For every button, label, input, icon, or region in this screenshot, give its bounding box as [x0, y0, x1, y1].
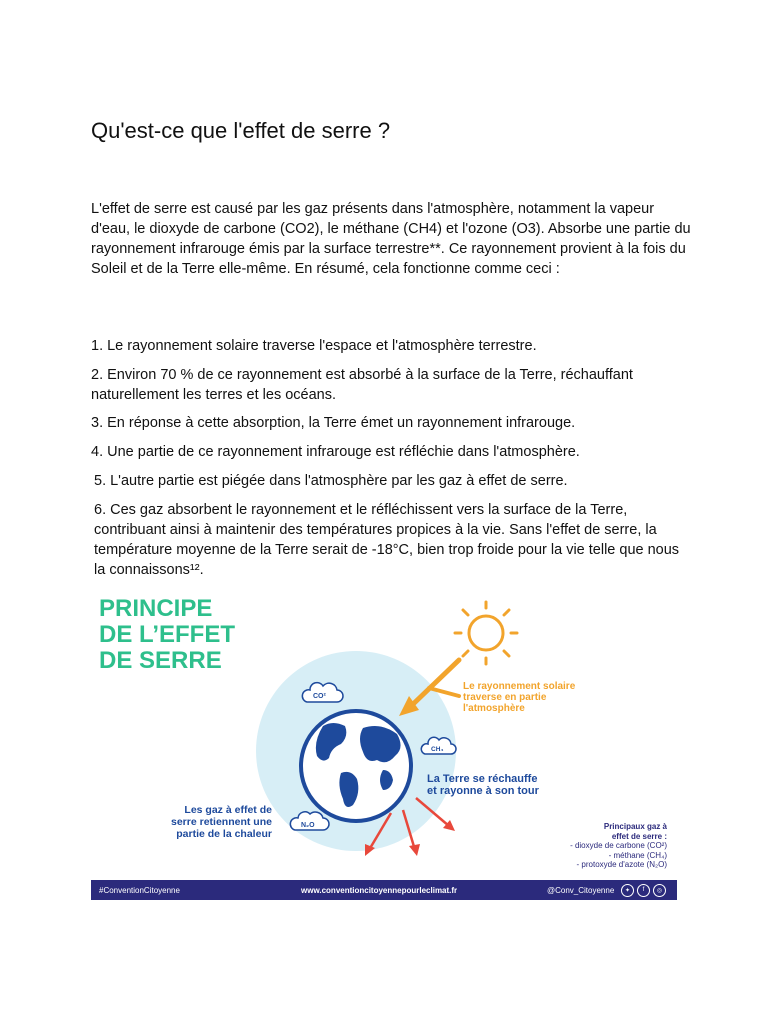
- gas-list-title-2: effet de serre :: [611, 831, 667, 841]
- step-5: 5. L'autre partie est piégée dans l'atmosphère par les gaz à effet de serre.: [94, 473, 568, 489]
- social-icons: [621, 884, 666, 897]
- earth-label-line-1: La Terre se réchauffe: [427, 773, 538, 785]
- sun-label-line-3: l'atmosphère: [463, 703, 525, 714]
- earth-label: [427, 773, 539, 797]
- earth-label-line-2: et rayonne à son tour: [427, 785, 539, 797]
- gas-label: [171, 804, 272, 840]
- title-line-2: DE L’EFFET: [99, 621, 236, 648]
- infographic-footer: [91, 880, 677, 900]
- step-1: 1. Le rayonnement solaire traverse l'espace et l'atmosphère terrestre.: [91, 338, 537, 354]
- title-line-3: DE SERRE: [99, 647, 222, 674]
- gas-label-line-1: Les gaz à effet de: [184, 804, 272, 816]
- gas-list-item: - dioxyde de carbone (CO²): [570, 841, 667, 850]
- intro-paragraph: L'effet de serre est causé par les gaz présents dans l'atmosphère, notamment la vapeur d'eau, le dioxyde de carbone (CO2), le méthane (CH4) et l'ozone (O3). Absorbe une partie du rayonnement infrarouge émis par la surface terrestre**. Ce rayonnement provient à la fois du Soleil et de la Terre elle-même. En résumé, cela fonctionne comme ceci :: [91, 201, 691, 277]
- instagram-icon: ◎: [653, 884, 666, 897]
- infographic-title: [99, 596, 235, 674]
- gas-label-line-2: serre retiennent une: [171, 816, 272, 828]
- sun-label-line-1: Le rayonnement solaire: [463, 681, 576, 692]
- gas-list-item: - protoxyde d'azote (N₂O): [576, 860, 667, 869]
- facebook-icon: f: [637, 884, 650, 897]
- sun-icon: [455, 602, 517, 664]
- footer-hashtag: #ConventionCitoyenne: [99, 885, 180, 895]
- earth-icon: [301, 711, 411, 821]
- gas-label-line-3: partie de la chaleur: [176, 828, 272, 840]
- main-gases-list: [570, 822, 667, 870]
- sun-label-line-2: traverse en partie: [463, 692, 547, 703]
- sun-label: [463, 681, 575, 714]
- step-2: 2. Environ 70 % de ce rayonnement est absorbé à la surface de la Terre, réchauffant naturellement les terres et les océans.: [91, 367, 633, 403]
- ch4-cloud-label: CH₄: [431, 746, 444, 753]
- page-title: Qu'est-ce que l'effet de serre ?: [91, 118, 391, 143]
- footer-handle: @Conv_Citoyenne: [547, 885, 615, 895]
- greenhouse-infographic: [91, 588, 677, 900]
- co2-cloud-label: CO²: [313, 693, 326, 700]
- footer-website: www.conventioncitoyennepourleclimat.fr: [301, 885, 458, 895]
- gas-list-item: - méthane (CH₄): [608, 850, 667, 860]
- step-6: 6. Ces gaz absorbent le rayonnement et le réfléchissent vers la surface de la Terre, contribuant ainsi à maintenir des températures propices à la vie. Sans l'effet de serre, la température moyenne de la Terre serait de -18°C, bien trop froide pour la vie telle que nous la connaissons¹².: [94, 502, 680, 578]
- step-4: 4. Une partie de ce rayonnement infrarouge est réfléchie dans l'atmosphère.: [91, 444, 580, 460]
- gas-list-title-1: Principaux gaz à: [603, 822, 667, 831]
- step-3: 3. En réponse à cette absorption, la Terre émet un rayonnement infrarouge.: [91, 415, 576, 431]
- n2o-cloud-label: N₂O: [301, 822, 315, 829]
- twitter-icon: ✦: [621, 884, 634, 897]
- title-line-1: PRINCIPE: [99, 595, 213, 622]
